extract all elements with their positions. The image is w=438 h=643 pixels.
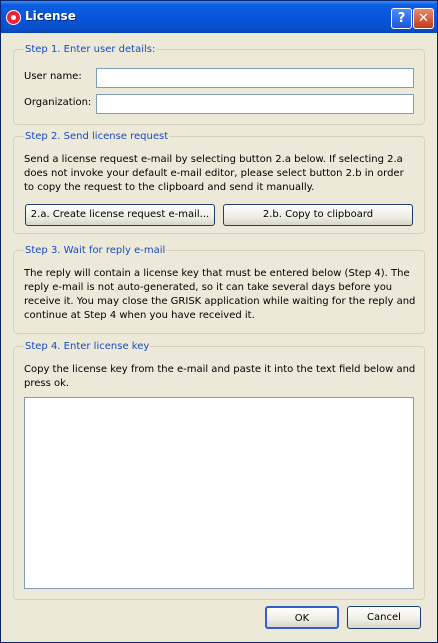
- step3-instructions: The reply will contain a license key that must be entered below (Step 4). The reply e-mail is not auto-generated, so it can take several days before you receive it. You may close the GRISK application while waiting for the reply and continue at Step 4 when you have received it.: [24, 268, 416, 321]
- step2-group: [13, 131, 425, 234]
- user-name-label: User name:: [24, 71, 82, 82]
- help-button[interactable]: ?: [391, 8, 412, 29]
- organization-field[interactable]: [96, 94, 414, 114]
- close-button[interactable]: ✕: [413, 8, 434, 29]
- organization-label: Organization:: [24, 97, 92, 108]
- step4-legend: Step 4. Enter license key: [25, 341, 150, 352]
- title-bar[interactable]: [1, 1, 437, 33]
- user-name-field[interactable]: [96, 68, 414, 88]
- step1-legend: Step 1. Enter user details:: [25, 44, 156, 55]
- step2-legend: Step 2. Send license request: [25, 131, 169, 142]
- step3-group: [13, 245, 425, 334]
- step4-instructions: Copy the license key from the e-mail and paste it into the text field below and press ok.: [24, 364, 416, 389]
- window-title: License: [25, 9, 76, 23]
- copy-to-clipboard-button[interactable]: 2.b. Copy to clipboard: [223, 204, 413, 226]
- cancel-button[interactable]: Cancel: [347, 606, 421, 629]
- create-license-email-button[interactable]: 2.a. Create license request e-mail...: [25, 204, 215, 226]
- step2-instructions: Send a license request e-mail by selecting button 2.a below. If selecting 2.a does not invoke your default e-mail editor, please select button 2.b in order to copy the request to the clipboard and send it manually.: [24, 154, 404, 193]
- step4-group: [13, 341, 425, 600]
- lifebuoy-icon: [6, 10, 21, 25]
- step3-legend: Step 3. Wait for reply e-mail: [25, 245, 166, 256]
- license-key-textarea[interactable]: [24, 397, 414, 589]
- step1-group: [13, 44, 425, 125]
- ok-button[interactable]: OK: [265, 606, 339, 629]
